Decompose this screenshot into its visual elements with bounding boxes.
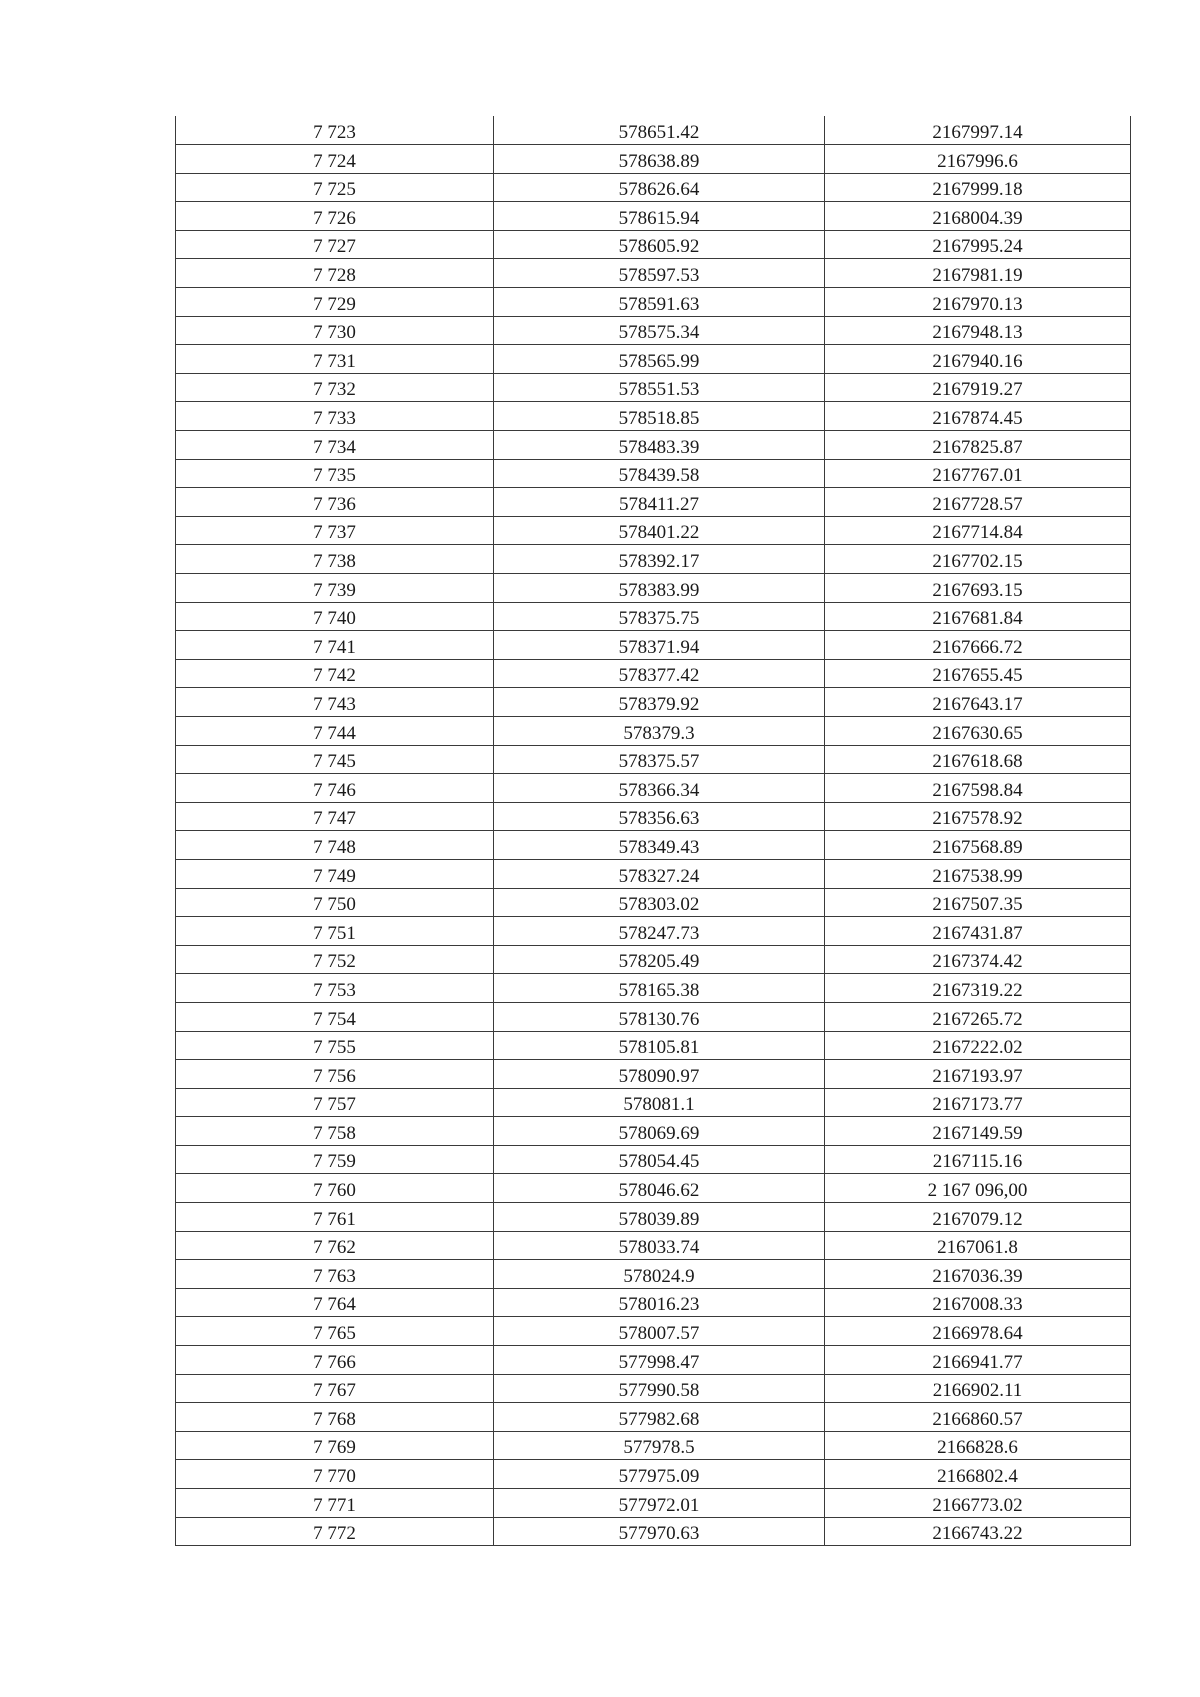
x-coordinate-cell: 578054.45 <box>494 1145 825 1174</box>
y-coordinate-cell: 2167222.02 <box>825 1031 1131 1060</box>
point-number-cell: 7 765 <box>176 1317 494 1346</box>
point-number-cell: 7 732 <box>176 373 494 402</box>
x-coordinate-cell: 578375.57 <box>494 745 825 774</box>
y-coordinate-cell: 2167940.16 <box>825 345 1131 374</box>
point-number-cell: 7 727 <box>176 230 494 259</box>
table-row <box>176 116 1131 145</box>
table-row <box>176 259 1131 288</box>
y-coordinate-cell: 2167702.15 <box>825 545 1131 574</box>
x-coordinate-cell: 578377.42 <box>494 659 825 688</box>
x-coordinate-cell: 578033.74 <box>494 1231 825 1260</box>
point-number-cell: 7 739 <box>176 574 494 603</box>
x-coordinate-cell: 578007.57 <box>494 1317 825 1346</box>
point-number-cell: 7 749 <box>176 859 494 888</box>
point-number-cell: 7 738 <box>176 545 494 574</box>
table-row <box>176 631 1131 660</box>
y-coordinate-cell: 2166773.02 <box>825 1489 1131 1518</box>
table-row <box>176 1117 1131 1146</box>
x-coordinate-cell: 578626.64 <box>494 173 825 202</box>
table-row <box>176 1231 1131 1260</box>
x-coordinate-cell: 577990.58 <box>494 1374 825 1403</box>
y-coordinate-cell: 2166743.22 <box>825 1517 1131 1546</box>
table-row <box>176 288 1131 317</box>
x-coordinate-cell: 577972.01 <box>494 1489 825 1518</box>
y-coordinate-cell: 2167874.45 <box>825 402 1131 431</box>
y-coordinate-cell: 2166860.57 <box>825 1403 1131 1432</box>
x-coordinate-cell: 578165.38 <box>494 974 825 1003</box>
x-coordinate-cell: 578371.94 <box>494 631 825 660</box>
x-coordinate-cell: 578303.02 <box>494 888 825 917</box>
point-number-cell: 7 756 <box>176 1060 494 1089</box>
y-coordinate-cell: 2167981.19 <box>825 259 1131 288</box>
point-number-cell: 7 744 <box>176 716 494 745</box>
table-row <box>176 1517 1131 1546</box>
table-row <box>176 1403 1131 1432</box>
table-row <box>176 402 1131 431</box>
x-coordinate-cell: 578551.53 <box>494 373 825 402</box>
point-number-cell: 7 723 <box>176 116 494 145</box>
point-number-cell: 7 734 <box>176 431 494 460</box>
y-coordinate-cell: 2167319.22 <box>825 974 1131 1003</box>
y-coordinate-cell: 2166941.77 <box>825 1346 1131 1375</box>
table-row <box>176 945 1131 974</box>
point-number-cell: 7 726 <box>176 202 494 231</box>
table-row <box>176 459 1131 488</box>
y-coordinate-cell: 2167643.17 <box>825 688 1131 717</box>
x-coordinate-cell: 578247.73 <box>494 917 825 946</box>
point-number-cell: 7 764 <box>176 1288 494 1317</box>
point-number-cell: 7 769 <box>176 1431 494 1460</box>
point-number-cell: 7 748 <box>176 831 494 860</box>
y-coordinate-cell: 2167995.24 <box>825 230 1131 259</box>
point-number-cell: 7 737 <box>176 516 494 545</box>
table-row <box>176 1431 1131 1460</box>
x-coordinate-cell: 578597.53 <box>494 259 825 288</box>
x-coordinate-cell: 578411.27 <box>494 488 825 517</box>
table-row <box>176 202 1131 231</box>
y-coordinate-cell: 2166802.4 <box>825 1460 1131 1489</box>
point-number-cell: 7 770 <box>176 1460 494 1489</box>
y-coordinate-cell: 2167008.33 <box>825 1288 1131 1317</box>
coordinates-table <box>175 116 1131 1546</box>
y-coordinate-cell: 2167538.99 <box>825 859 1131 888</box>
point-number-cell: 7 752 <box>176 945 494 974</box>
point-number-cell: 7 745 <box>176 745 494 774</box>
y-coordinate-cell: 2167374.42 <box>825 945 1131 974</box>
y-coordinate-cell: 2167728.57 <box>825 488 1131 517</box>
x-coordinate-cell: 577970.63 <box>494 1517 825 1546</box>
x-coordinate-cell: 577982.68 <box>494 1403 825 1432</box>
point-number-cell: 7 725 <box>176 173 494 202</box>
x-coordinate-cell: 578615.94 <box>494 202 825 231</box>
y-coordinate-cell: 2167714.84 <box>825 516 1131 545</box>
y-coordinate-cell: 2167825.87 <box>825 431 1131 460</box>
y-coordinate-cell: 2167996.6 <box>825 145 1131 174</box>
y-coordinate-cell: 2 167 096,00 <box>825 1174 1131 1203</box>
x-coordinate-cell: 578039.89 <box>494 1203 825 1232</box>
x-coordinate-cell: 577978.5 <box>494 1431 825 1460</box>
y-coordinate-cell: 2167681.84 <box>825 602 1131 631</box>
table-row <box>176 1203 1131 1232</box>
y-coordinate-cell: 2167115.16 <box>825 1145 1131 1174</box>
table-row <box>176 431 1131 460</box>
y-coordinate-cell: 2167999.18 <box>825 173 1131 202</box>
table-row <box>176 516 1131 545</box>
table-row <box>176 373 1131 402</box>
y-coordinate-cell: 2167173.77 <box>825 1088 1131 1117</box>
y-coordinate-cell: 2167666.72 <box>825 631 1131 660</box>
table-row <box>176 230 1131 259</box>
point-number-cell: 7 724 <box>176 145 494 174</box>
y-coordinate-cell: 2167079.12 <box>825 1203 1131 1232</box>
point-number-cell: 7 751 <box>176 917 494 946</box>
x-coordinate-cell: 578327.24 <box>494 859 825 888</box>
y-coordinate-cell: 2167265.72 <box>825 1002 1131 1031</box>
x-coordinate-cell: 578605.92 <box>494 230 825 259</box>
x-coordinate-cell: 578651.42 <box>494 116 825 145</box>
y-coordinate-cell: 2166902.11 <box>825 1374 1131 1403</box>
y-coordinate-cell: 2167655.45 <box>825 659 1131 688</box>
table-row <box>176 974 1131 1003</box>
y-coordinate-cell: 2167693.15 <box>825 574 1131 603</box>
point-number-cell: 7 743 <box>176 688 494 717</box>
point-number-cell: 7 753 <box>176 974 494 1003</box>
point-number-cell: 7 754 <box>176 1002 494 1031</box>
y-coordinate-cell: 2167767.01 <box>825 459 1131 488</box>
x-coordinate-cell: 578575.34 <box>494 316 825 345</box>
point-number-cell: 7 766 <box>176 1346 494 1375</box>
x-coordinate-cell: 578205.49 <box>494 945 825 974</box>
point-number-cell: 7 730 <box>176 316 494 345</box>
y-coordinate-cell: 2167149.59 <box>825 1117 1131 1146</box>
y-coordinate-cell: 2167997.14 <box>825 116 1131 145</box>
y-coordinate-cell: 2167036.39 <box>825 1260 1131 1289</box>
x-coordinate-cell: 578081.1 <box>494 1088 825 1117</box>
table-row <box>176 1489 1131 1518</box>
x-coordinate-cell: 578366.34 <box>494 774 825 803</box>
x-coordinate-cell: 578349.43 <box>494 831 825 860</box>
y-coordinate-cell: 2167970.13 <box>825 288 1131 317</box>
x-coordinate-cell: 578638.89 <box>494 145 825 174</box>
point-number-cell: 7 741 <box>176 631 494 660</box>
table-row <box>176 917 1131 946</box>
table-row <box>176 545 1131 574</box>
point-number-cell: 7 729 <box>176 288 494 317</box>
y-coordinate-cell: 2167919.27 <box>825 373 1131 402</box>
table-row <box>176 1260 1131 1289</box>
table-row <box>176 1145 1131 1174</box>
x-coordinate-cell: 578379.3 <box>494 716 825 745</box>
point-number-cell: 7 731 <box>176 345 494 374</box>
point-number-cell: 7 772 <box>176 1517 494 1546</box>
point-number-cell: 7 763 <box>176 1260 494 1289</box>
x-coordinate-cell: 578483.39 <box>494 431 825 460</box>
y-coordinate-cell: 2167507.35 <box>825 888 1131 917</box>
table-row <box>176 859 1131 888</box>
table-row <box>176 659 1131 688</box>
point-number-cell: 7 757 <box>176 1088 494 1117</box>
x-coordinate-cell: 578356.63 <box>494 802 825 831</box>
table-row <box>176 1060 1131 1089</box>
point-number-cell: 7 750 <box>176 888 494 917</box>
point-number-cell: 7 762 <box>176 1231 494 1260</box>
point-number-cell: 7 759 <box>176 1145 494 1174</box>
y-coordinate-cell: 2167578.92 <box>825 802 1131 831</box>
y-coordinate-cell: 2167568.89 <box>825 831 1131 860</box>
table-row <box>176 716 1131 745</box>
coordinates-table-body <box>176 116 1131 1546</box>
table-row <box>176 1346 1131 1375</box>
point-number-cell: 7 735 <box>176 459 494 488</box>
point-number-cell: 7 728 <box>176 259 494 288</box>
x-coordinate-cell: 578379.92 <box>494 688 825 717</box>
table-row <box>176 1002 1131 1031</box>
y-coordinate-cell: 2167193.97 <box>825 1060 1131 1089</box>
table-row <box>176 1088 1131 1117</box>
point-number-cell: 7 755 <box>176 1031 494 1060</box>
x-coordinate-cell: 578016.23 <box>494 1288 825 1317</box>
y-coordinate-cell: 2167431.87 <box>825 917 1131 946</box>
table-row <box>176 831 1131 860</box>
point-number-cell: 7 736 <box>176 488 494 517</box>
table-row <box>176 1374 1131 1403</box>
x-coordinate-cell: 577998.47 <box>494 1346 825 1375</box>
point-number-cell: 7 740 <box>176 602 494 631</box>
x-coordinate-cell: 578090.97 <box>494 1060 825 1089</box>
y-coordinate-cell: 2167630.65 <box>825 716 1131 745</box>
table-row <box>176 1317 1131 1346</box>
table-row <box>176 774 1131 803</box>
point-number-cell: 7 746 <box>176 774 494 803</box>
point-number-cell: 7 767 <box>176 1374 494 1403</box>
table-row <box>176 345 1131 374</box>
x-coordinate-cell: 578401.22 <box>494 516 825 545</box>
x-coordinate-cell: 578383.99 <box>494 574 825 603</box>
point-number-cell: 7 747 <box>176 802 494 831</box>
y-coordinate-cell: 2167618.68 <box>825 745 1131 774</box>
y-coordinate-cell: 2166978.64 <box>825 1317 1131 1346</box>
x-coordinate-cell: 578105.81 <box>494 1031 825 1060</box>
table-row <box>176 888 1131 917</box>
point-number-cell: 7 771 <box>176 1489 494 1518</box>
table-row <box>176 745 1131 774</box>
table-row <box>176 1174 1131 1203</box>
x-coordinate-cell: 577975.09 <box>494 1460 825 1489</box>
x-coordinate-cell: 578069.69 <box>494 1117 825 1146</box>
x-coordinate-cell: 578392.17 <box>494 545 825 574</box>
x-coordinate-cell: 578565.99 <box>494 345 825 374</box>
x-coordinate-cell: 578375.75 <box>494 602 825 631</box>
x-coordinate-cell: 578130.76 <box>494 1002 825 1031</box>
point-number-cell: 7 733 <box>176 402 494 431</box>
x-coordinate-cell: 578518.85 <box>494 402 825 431</box>
table-row <box>176 1460 1131 1489</box>
point-number-cell: 7 761 <box>176 1203 494 1232</box>
table-row <box>176 1031 1131 1060</box>
point-number-cell: 7 758 <box>176 1117 494 1146</box>
table-row <box>176 1288 1131 1317</box>
table-row <box>176 316 1131 345</box>
point-number-cell: 7 768 <box>176 1403 494 1432</box>
y-coordinate-cell: 2166828.6 <box>825 1431 1131 1460</box>
y-coordinate-cell: 2167061.8 <box>825 1231 1131 1260</box>
x-coordinate-cell: 578046.62 <box>494 1174 825 1203</box>
x-coordinate-cell: 578591.63 <box>494 288 825 317</box>
table-row <box>176 802 1131 831</box>
y-coordinate-cell: 2168004.39 <box>825 202 1131 231</box>
table-row <box>176 145 1131 174</box>
y-coordinate-cell: 2167598.84 <box>825 774 1131 803</box>
x-coordinate-cell: 578439.58 <box>494 459 825 488</box>
y-coordinate-cell: 2167948.13 <box>825 316 1131 345</box>
point-number-cell: 7 742 <box>176 659 494 688</box>
table-row <box>176 688 1131 717</box>
table-row <box>176 173 1131 202</box>
x-coordinate-cell: 578024.9 <box>494 1260 825 1289</box>
table-row <box>176 488 1131 517</box>
table-row <box>176 602 1131 631</box>
table-row <box>176 574 1131 603</box>
point-number-cell: 7 760 <box>176 1174 494 1203</box>
